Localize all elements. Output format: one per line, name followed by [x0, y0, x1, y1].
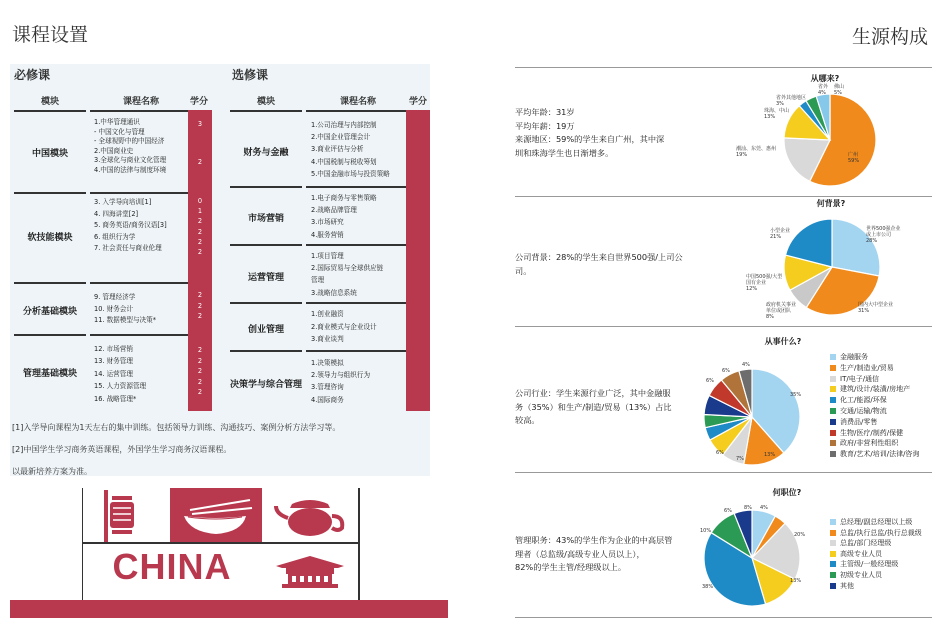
lantern-icon	[82, 488, 170, 544]
divider	[230, 302, 302, 304]
noodle-bowl-icon	[170, 488, 262, 544]
divider	[14, 334, 86, 336]
pie-value: 10%	[700, 528, 712, 534]
footnote-1: [1]入学导向课程为1天左右的集中训练。包括领导力训练、沟通技巧、案例分析方法学习等。	[12, 423, 341, 432]
divider	[90, 282, 188, 284]
divider	[515, 326, 932, 327]
required-course-list: 1.中华管理通识 - 中国文化与管理 - 全球视野中的中国经济 2.中国商业史 3.全球化与商业文化管理 4.中国的法律与制度环境	[94, 118, 167, 174]
required-module-name: 管理基础模块	[22, 369, 77, 379]
divider	[90, 192, 188, 194]
banner-tile	[262, 488, 358, 544]
page-title-curriculum: 课程设置	[12, 24, 89, 46]
industry-legend: 金融服务 生产/制造业/贸易 IT/电子/通信 建筑/设计/装潢/房地产 化工/能源/环保 交通/运输/物流 消费品/零售 生物/医疗/制药/保健 政府/非营利性组织 教育/艺术/培训/法律/咨询	[830, 352, 919, 460]
pie-value: 8%	[744, 505, 752, 511]
pie-label: 政府机关事业 单位或团队 8%	[766, 302, 797, 320]
elective-header: 选修课	[232, 68, 269, 82]
banner-tile	[262, 544, 358, 600]
elective-course-list: 1.创业融资 2.商业模式与企业设计 3.商业谈判	[311, 310, 377, 344]
required-col-credit: 学分	[189, 97, 208, 107]
required-header: 必修课	[14, 68, 51, 82]
elective-module-name: 运营管理	[247, 273, 284, 283]
required-col-module: 模块	[40, 97, 59, 107]
position-legend: 总经理/副总经理以上级 总监/执行总监/执行总裁级 总监/部门经理级 高级专业人员 主管级/一般经理级 初级专业人员 其他	[830, 517, 922, 591]
divider	[90, 334, 188, 336]
position-pie-chart	[700, 506, 804, 610]
required-course-list: 12. 市场营销 13. 财务管理 14. 运营管理 15. 人力资源管理 16. 战略管理*	[94, 345, 147, 403]
pie-value: 6%	[724, 508, 732, 514]
divider	[230, 244, 302, 246]
required-module-name: 软技能模块	[27, 233, 73, 243]
elective-module-name: 决策学与综合管理	[230, 380, 303, 390]
divider	[515, 472, 932, 473]
pagoda-icon	[262, 544, 358, 600]
elective-course-list: 1.项目管理 2.国际贸易与全球供应链 管理 3.战略信息系统	[311, 252, 384, 297]
banner-footer-bar	[10, 600, 448, 618]
pie-value: 35%	[790, 392, 802, 398]
chart-title: 何职位?	[772, 488, 802, 497]
elective-course-list: 1.决策模拟 2.领导力与组织行为 3.管理咨询 4.国际商务	[311, 359, 371, 404]
pie-value: 13%	[790, 578, 802, 584]
elective-col-course: 课程名称	[339, 97, 376, 107]
required-credit-list: 3 2	[197, 120, 203, 167]
pie-value: 6%	[722, 368, 730, 374]
background-summary: 公司背景：28%的学生来自世界500强/上司公 司。	[515, 252, 683, 276]
pie-label: 省外 4%	[818, 84, 829, 96]
required-course-list: 3. 入学导向培训[1] 4. 四海讲堂[2] 5. 商务英语/商务汉语[3] 6. 组织行为学 7. 社会责任与商业伦理	[94, 198, 167, 253]
pie-value: 4%	[760, 505, 768, 511]
required-credit-list: 2 2 2	[197, 291, 203, 320]
divider	[306, 350, 406, 352]
pie-label: 小型企业 21%	[770, 228, 791, 240]
divider	[230, 110, 302, 112]
pie-label: 广州 59%	[848, 152, 860, 164]
footnote-2: [2]中国学生学习商务英语课程，外国学生学习商务汉语课程。	[12, 445, 232, 454]
divider	[358, 488, 360, 600]
divider	[515, 67, 932, 68]
divider	[306, 186, 406, 188]
pie-value: 6%	[706, 378, 714, 384]
required-course-list: 9. 管理经济学 10. 财务会计 11. 数据模型与决策*	[94, 293, 157, 325]
divider	[90, 110, 188, 112]
required-credit-list: 0 1 2 2 2 2	[197, 197, 203, 257]
footnote-3: 以最新培养方案为准。	[12, 467, 92, 476]
chart-title: 从哪来?	[810, 74, 840, 83]
required-module-name: 分析基础模块	[22, 307, 77, 317]
pie-label: 国内大中型企业 31%	[858, 302, 894, 314]
position-summary: 管理职务：43%的学生作为企业的中高层管 理者（总监级/高级专业人员以上）， 82%的学生主管/经理级以上。	[515, 535, 673, 572]
banner-tile	[82, 544, 262, 600]
pie-value: 6%	[716, 450, 724, 456]
divider	[515, 617, 932, 618]
divider	[14, 192, 86, 194]
pie-label: 珠海、中山 13%	[764, 108, 790, 120]
divider	[306, 110, 406, 112]
divider	[14, 282, 86, 284]
pie-value: 4%	[742, 362, 750, 368]
chart-title: 何背景?	[816, 199, 846, 208]
china-wordmark: CHINA	[112, 546, 232, 587]
divider	[230, 350, 302, 352]
divider	[82, 488, 83, 600]
pie-value: 38%	[702, 584, 714, 590]
origin-summary: 平均年龄：31岁 平均年薪：19万 来源地区：59%的学生来自广州，其中深 圳和珠海学生也日渐增多。	[515, 107, 665, 158]
elective-course-list: 1.公司治理与内部控制 2.中国企业管理会计 3.商业评估与分析 4.中国税制与税收筹划 5.中国金融市场与投资策略	[311, 121, 390, 178]
pie-label: 潮汕、东莞、惠州 19%	[736, 146, 777, 158]
industry-summary: 公司行业：学生来源行业广泛，其中金融服 务（35%）和生产/制造/贸易（13%）占比 较高。	[515, 388, 672, 425]
divider	[230, 186, 302, 188]
elective-col-module: 模块	[256, 97, 275, 107]
required-col-course: 课程名称	[122, 97, 159, 107]
chart-title: 从事什么?	[764, 337, 802, 346]
banner-tile	[170, 488, 262, 544]
required-module-name: 中国模块	[31, 149, 68, 159]
elective-module-name: 财务与金融	[243, 148, 289, 158]
banner-tile	[82, 488, 170, 544]
teapot-icon	[262, 488, 358, 544]
elective-course-list: 1.电子商务与零售策略 2.战略品牌管理 3.市场研究 4.服务营销	[311, 194, 377, 239]
divider	[515, 196, 932, 197]
elective-module-name: 创业管理	[247, 325, 284, 335]
page-title-students: 生源构成	[852, 26, 929, 48]
pie-label: 省外其他地区 3%	[776, 95, 807, 107]
required-credit-list: 2 2 2 2 2	[197, 346, 203, 396]
pie-label: 世界500强企业 或上市公司 28%	[866, 226, 901, 244]
divider	[306, 244, 406, 246]
pie-label: 佛山 5%	[834, 84, 845, 96]
divider	[14, 110, 86, 112]
pie-value: 20%	[794, 532, 806, 538]
elective-module-name: 市场营销	[247, 214, 284, 224]
pie-value: 13%	[764, 452, 776, 458]
pie-label: 中国500强/大型 国有企业 12%	[746, 274, 783, 292]
elective-col-credit: 学分	[408, 97, 427, 107]
elective-credit-column	[406, 110, 430, 411]
divider	[82, 542, 358, 544]
divider	[306, 302, 406, 304]
pie-value: 7%	[736, 456, 744, 462]
